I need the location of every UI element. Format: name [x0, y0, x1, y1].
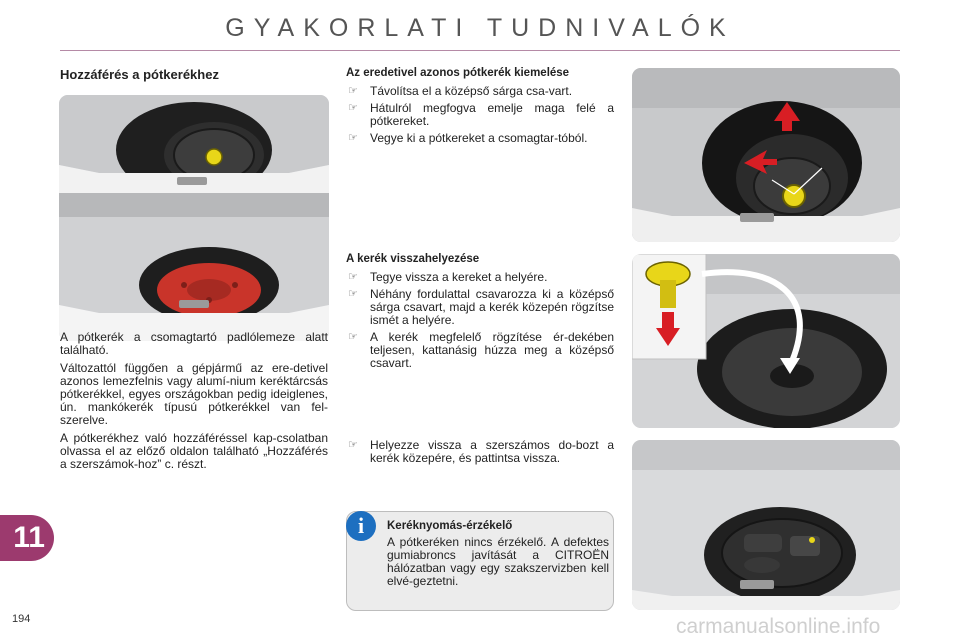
- toolbox-step-section: [346, 439, 614, 469]
- intro-paragraph-3: A pótkerékhez való hozzáféréssel kap-csolatban olvassa el az előző oldalon található „Hozzáférés a szerszámok-hoz” c. részt.: [60, 431, 328, 471]
- pointing-hand-icon: ☞: [348, 85, 358, 97]
- removal-step: ☞ Hátulról megfogva emelje maga felé a pótkereket.: [348, 101, 614, 128]
- intro-text: [60, 331, 328, 476]
- refit-section: [346, 253, 614, 374]
- pointing-hand-icon: ☞: [348, 331, 358, 343]
- refit-step: ☞ Néhány fordulattal csavarozza ki a középső sárga csavart, majd a kerék közepén rögzítse ismét a helyére.: [348, 287, 614, 327]
- removal-section: [346, 67, 614, 149]
- info-icon: i: [346, 511, 376, 541]
- refit-step: ☞ Helyezze vissza a szerszámos do-bozt a kerék közepére, és pattintsa vissza.: [348, 438, 614, 465]
- spare-wheel-boot-photo: [59, 95, 329, 341]
- pointing-hand-icon: ☞: [348, 102, 358, 114]
- tyre-sensor-note: [346, 511, 614, 611]
- section-heading: Hozzáférés a pótkerékhez: [60, 67, 219, 82]
- note-title: Keréknyomás-érzékelő: [387, 520, 513, 532]
- intro-paragraph-2: Változattól függően a gépjármű az ere-detivel azonos lemezfelnis vagy alumí-nium keréktárcsás pótkerékkel, egyes országokban pedig ideiglenes, ún. mankókerék típusú pótkerékkel van fel-szerelve.: [60, 361, 328, 427]
- refit-step: ☞ Tegye vissza a kereket a helyére.: [348, 270, 548, 284]
- removal-step: ☞ Távolítsa el a középső sárga csa-vart.: [348, 84, 573, 98]
- refit-step: ☞ A kerék megfelelő rögzítése ér-dekében teljesen, kattanásig húzza meg a középső csavart.: [348, 330, 614, 370]
- page-title: GYAKORLATI TUDNIVALÓK: [225, 14, 735, 42]
- removal-step: ☞ Vegye ki a pótkereket a csomagtar-tóból.: [348, 131, 588, 145]
- removal-heading: Az eredetivel azonos pótkerék kiemelése: [346, 67, 570, 79]
- pointing-hand-icon: ☞: [348, 439, 358, 451]
- pointing-hand-icon: ☞: [348, 132, 358, 144]
- title-divider: [60, 50, 900, 51]
- pointing-hand-icon: ☞: [348, 271, 358, 283]
- page-number: 194: [12, 613, 31, 625]
- intro-paragraph-1: A pótkerék a csomagtartó padlólemeze alatt található.: [60, 330, 328, 357]
- refit-heading: A kerék visszahelyezése: [346, 253, 480, 265]
- pointing-hand-icon: ☞: [348, 288, 358, 300]
- chapter-badge: 11: [0, 515, 54, 561]
- wheel-removal-photo: [632, 68, 900, 242]
- bolt-refit-photo: [632, 254, 900, 428]
- note-body: A pótkeréken nincs érzékelő. A defektes gumiabroncs javítását a CITROËN hálózatban vagy egy szakszervizben kell elvé-geztetni.: [387, 535, 609, 588]
- watermark: carmanualsonline.info: [676, 615, 881, 638]
- toolbox-photo: [632, 440, 900, 610]
